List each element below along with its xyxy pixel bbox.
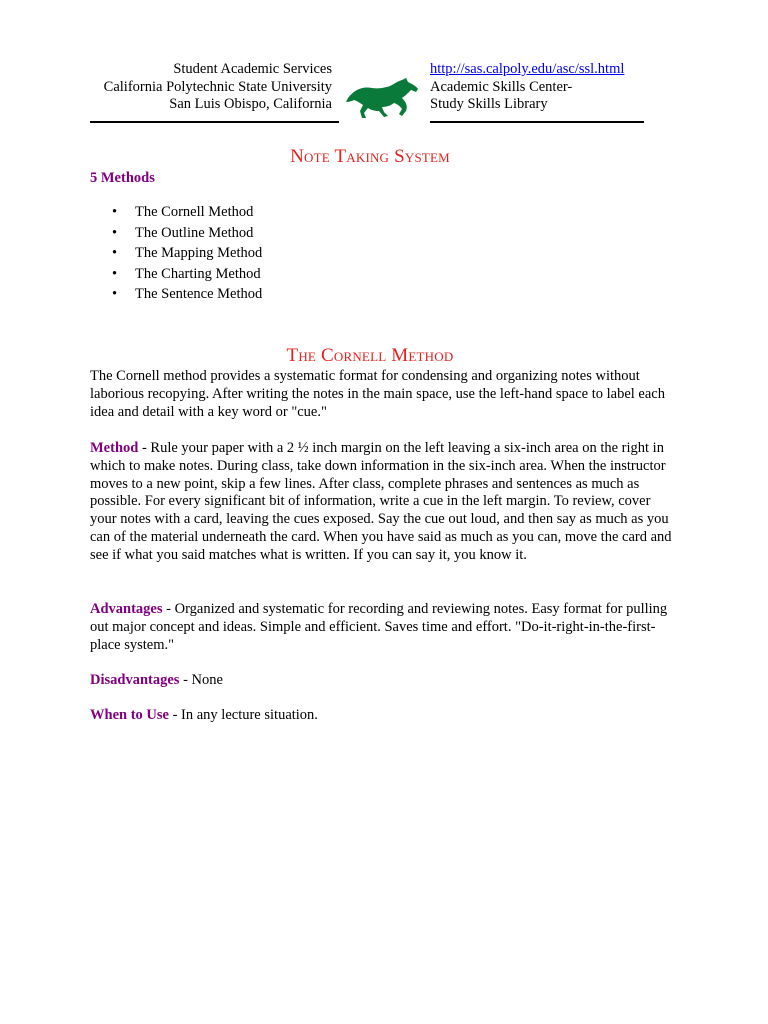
header-line-university: California Polytechnic State University: [103, 78, 332, 95]
list-item: • The Cornell Method: [90, 202, 262, 223]
header-institution: [60, 61, 332, 114]
header-line-center: Academic Skills Center-: [430, 78, 573, 95]
header-line-library: Study Skills Library: [430, 96, 548, 112]
header-library: [430, 61, 690, 114]
method-paragraph: [90, 440, 680, 565]
method-label: Method: [90, 440, 139, 456]
page-title: Note Taking System: [290, 146, 450, 167]
disadvantages-label: Disadvantages: [90, 672, 180, 688]
ssl-link[interactable]: http://sas.calpoly.edu/asc/ssl.html: [430, 61, 625, 77]
header-line-services: Student Academic Services: [173, 61, 332, 77]
list-item: • The Sentence Method: [90, 284, 262, 305]
mustang-horse-icon: [344, 76, 424, 120]
when-to-use-text: - In any lecture situation.: [168, 707, 318, 723]
when-to-use-paragraph: [90, 707, 680, 725]
advantages-label: Advantages: [90, 601, 163, 617]
list-item: • The Mapping Method: [90, 243, 262, 264]
disadvantages-text: - None: [179, 672, 223, 688]
advantages-paragraph: [90, 601, 680, 654]
section-title-cornell: The Cornell Method: [286, 345, 454, 366]
method-text: - Rule your paper with a 2 ½ inch margin on the left leaving a six-inch area on the right in which to make notes. During class, take down information in the six-inch area. When the instructor moves to a new point, skip a few lines. After class, complete phrases and sentences as much as possible. For every significant bit of information, write a cue in the left margin. To review, cover your notes with a card, leaving the cues exposed. Say the cue out loud, and then say as much as you can of the material underneath the card. When you have said as much as you can, move the card and see if what you said matches what is written. If you can say it, you know it.: [90, 440, 672, 563]
header-line-location: San Luis Obispo, California: [169, 96, 332, 112]
disadvantages-paragraph: [90, 672, 680, 690]
cornell-intro: The Cornell method provides a systematic format for condensing and organizing notes without laborious recopying. After writing the notes in the main space, use the left-hand space to label each idea and detail with a key word or "cue.": [90, 368, 665, 420]
advantages-text: - Organized and systematic for recording and reviewing notes. Easy format for pulling out major concept and ideas. Simple and efficient. Saves time and effort. "Do-it-right-in-the-first-place system.": [90, 601, 668, 653]
list-item: • The Outline Method: [90, 223, 262, 244]
list-item: • The Charting Method: [90, 264, 262, 285]
methods-heading: 5 Methods: [90, 170, 155, 186]
when-to-use-label: When to Use: [90, 707, 169, 723]
methods-list: [90, 202, 262, 305]
header-rule-left: [90, 121, 339, 123]
header-rule-right: [430, 121, 644, 123]
